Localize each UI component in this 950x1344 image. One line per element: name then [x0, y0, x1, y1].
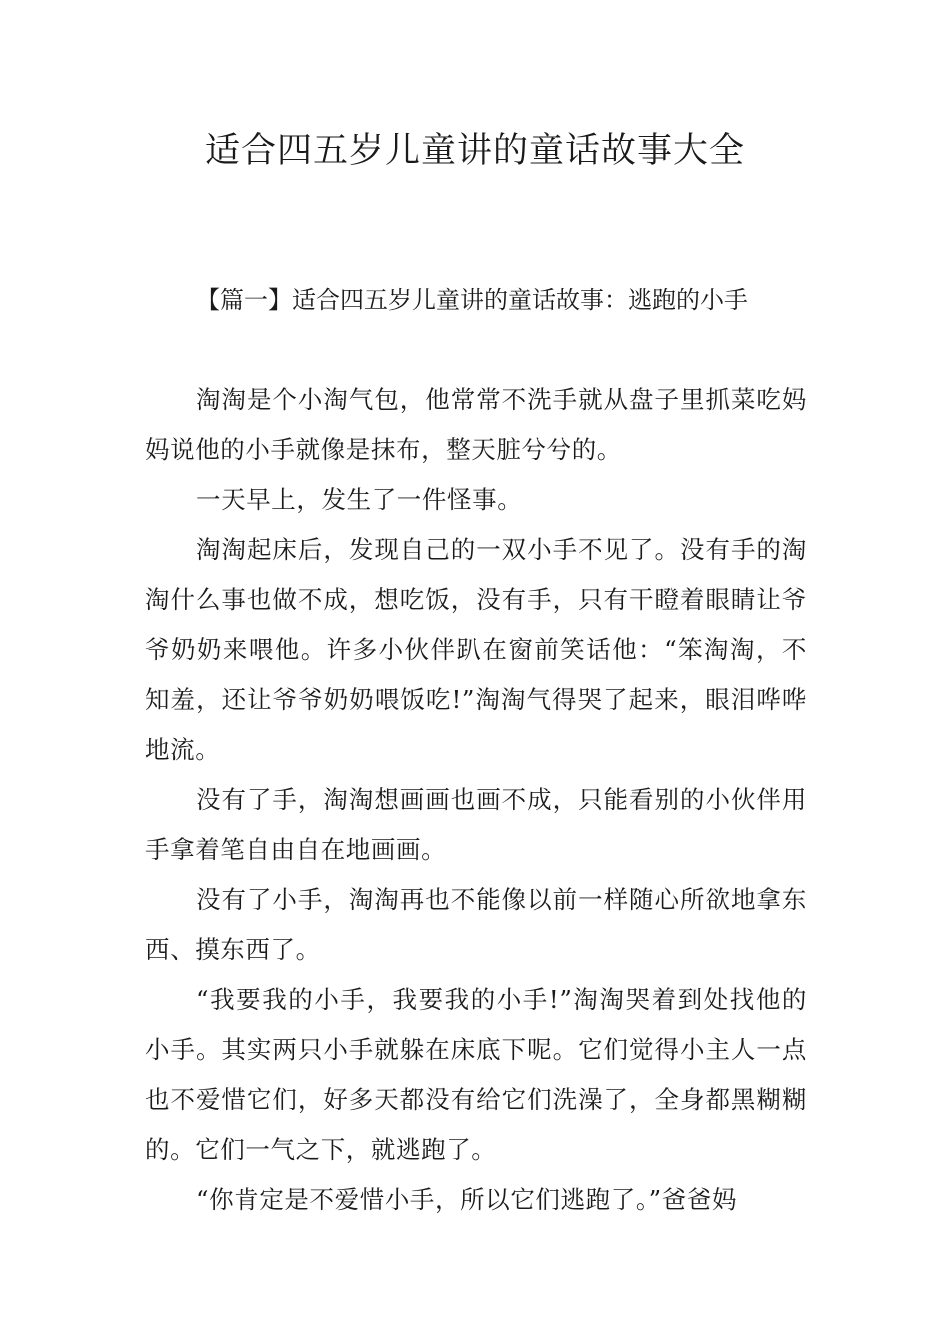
paragraph: 淘淘是个小淘气包，他常常不洗手就从盘子里抓菜吃妈妈说他的小手就像是抹布，整天脏兮兮的。	[145, 385, 807, 464]
paragraph: 没有了小手，淘淘再也不能像以前一样随心所欲地拿东西、摸东西了。	[145, 885, 807, 964]
paragraph: 一天早上，发生了一件怪事。	[196, 485, 523, 514]
story-body	[145, 375, 807, 1225]
paragraph: 淘淘起床后，发现自己的一双小手不见了。没有手的淘淘什么事也做不成，想吃饭，没有手，只有干瞪着眼睛让爷爷奶奶来喂他。许多小伙伴趴在窗前笑话他：“笨淘淘，不知羞，还让爷爷奶奶喂饭吃!”淘淘气得哭了起来，眼泪哗哗地流。	[145, 535, 807, 764]
section-heading: 【篇一】适合四五岁儿童讲的童话故事：逃跑的小手	[196, 286, 748, 314]
paragraph: “你肯定是不爱惜小手，所以它们逃跑了。”爸爸妈	[196, 1185, 738, 1214]
paragraph: “我要我的小手，我要我的小手!”淘淘哭着到处找他的小手。其实两只小手就躲在床底下呢。它们觉得小主人一点也不爱惜它们，好多天都没有给它们洗澡了，全身都黑糊糊的。它们一气之下，就逃跑了。	[145, 985, 807, 1164]
paragraph: 没有了手，淘淘想画画也画不成，只能看别的小伙伴用手拿着笔自由自在地画画。	[145, 785, 807, 864]
document-title: 适合四五岁儿童讲的童话故事大全	[204, 131, 745, 171]
